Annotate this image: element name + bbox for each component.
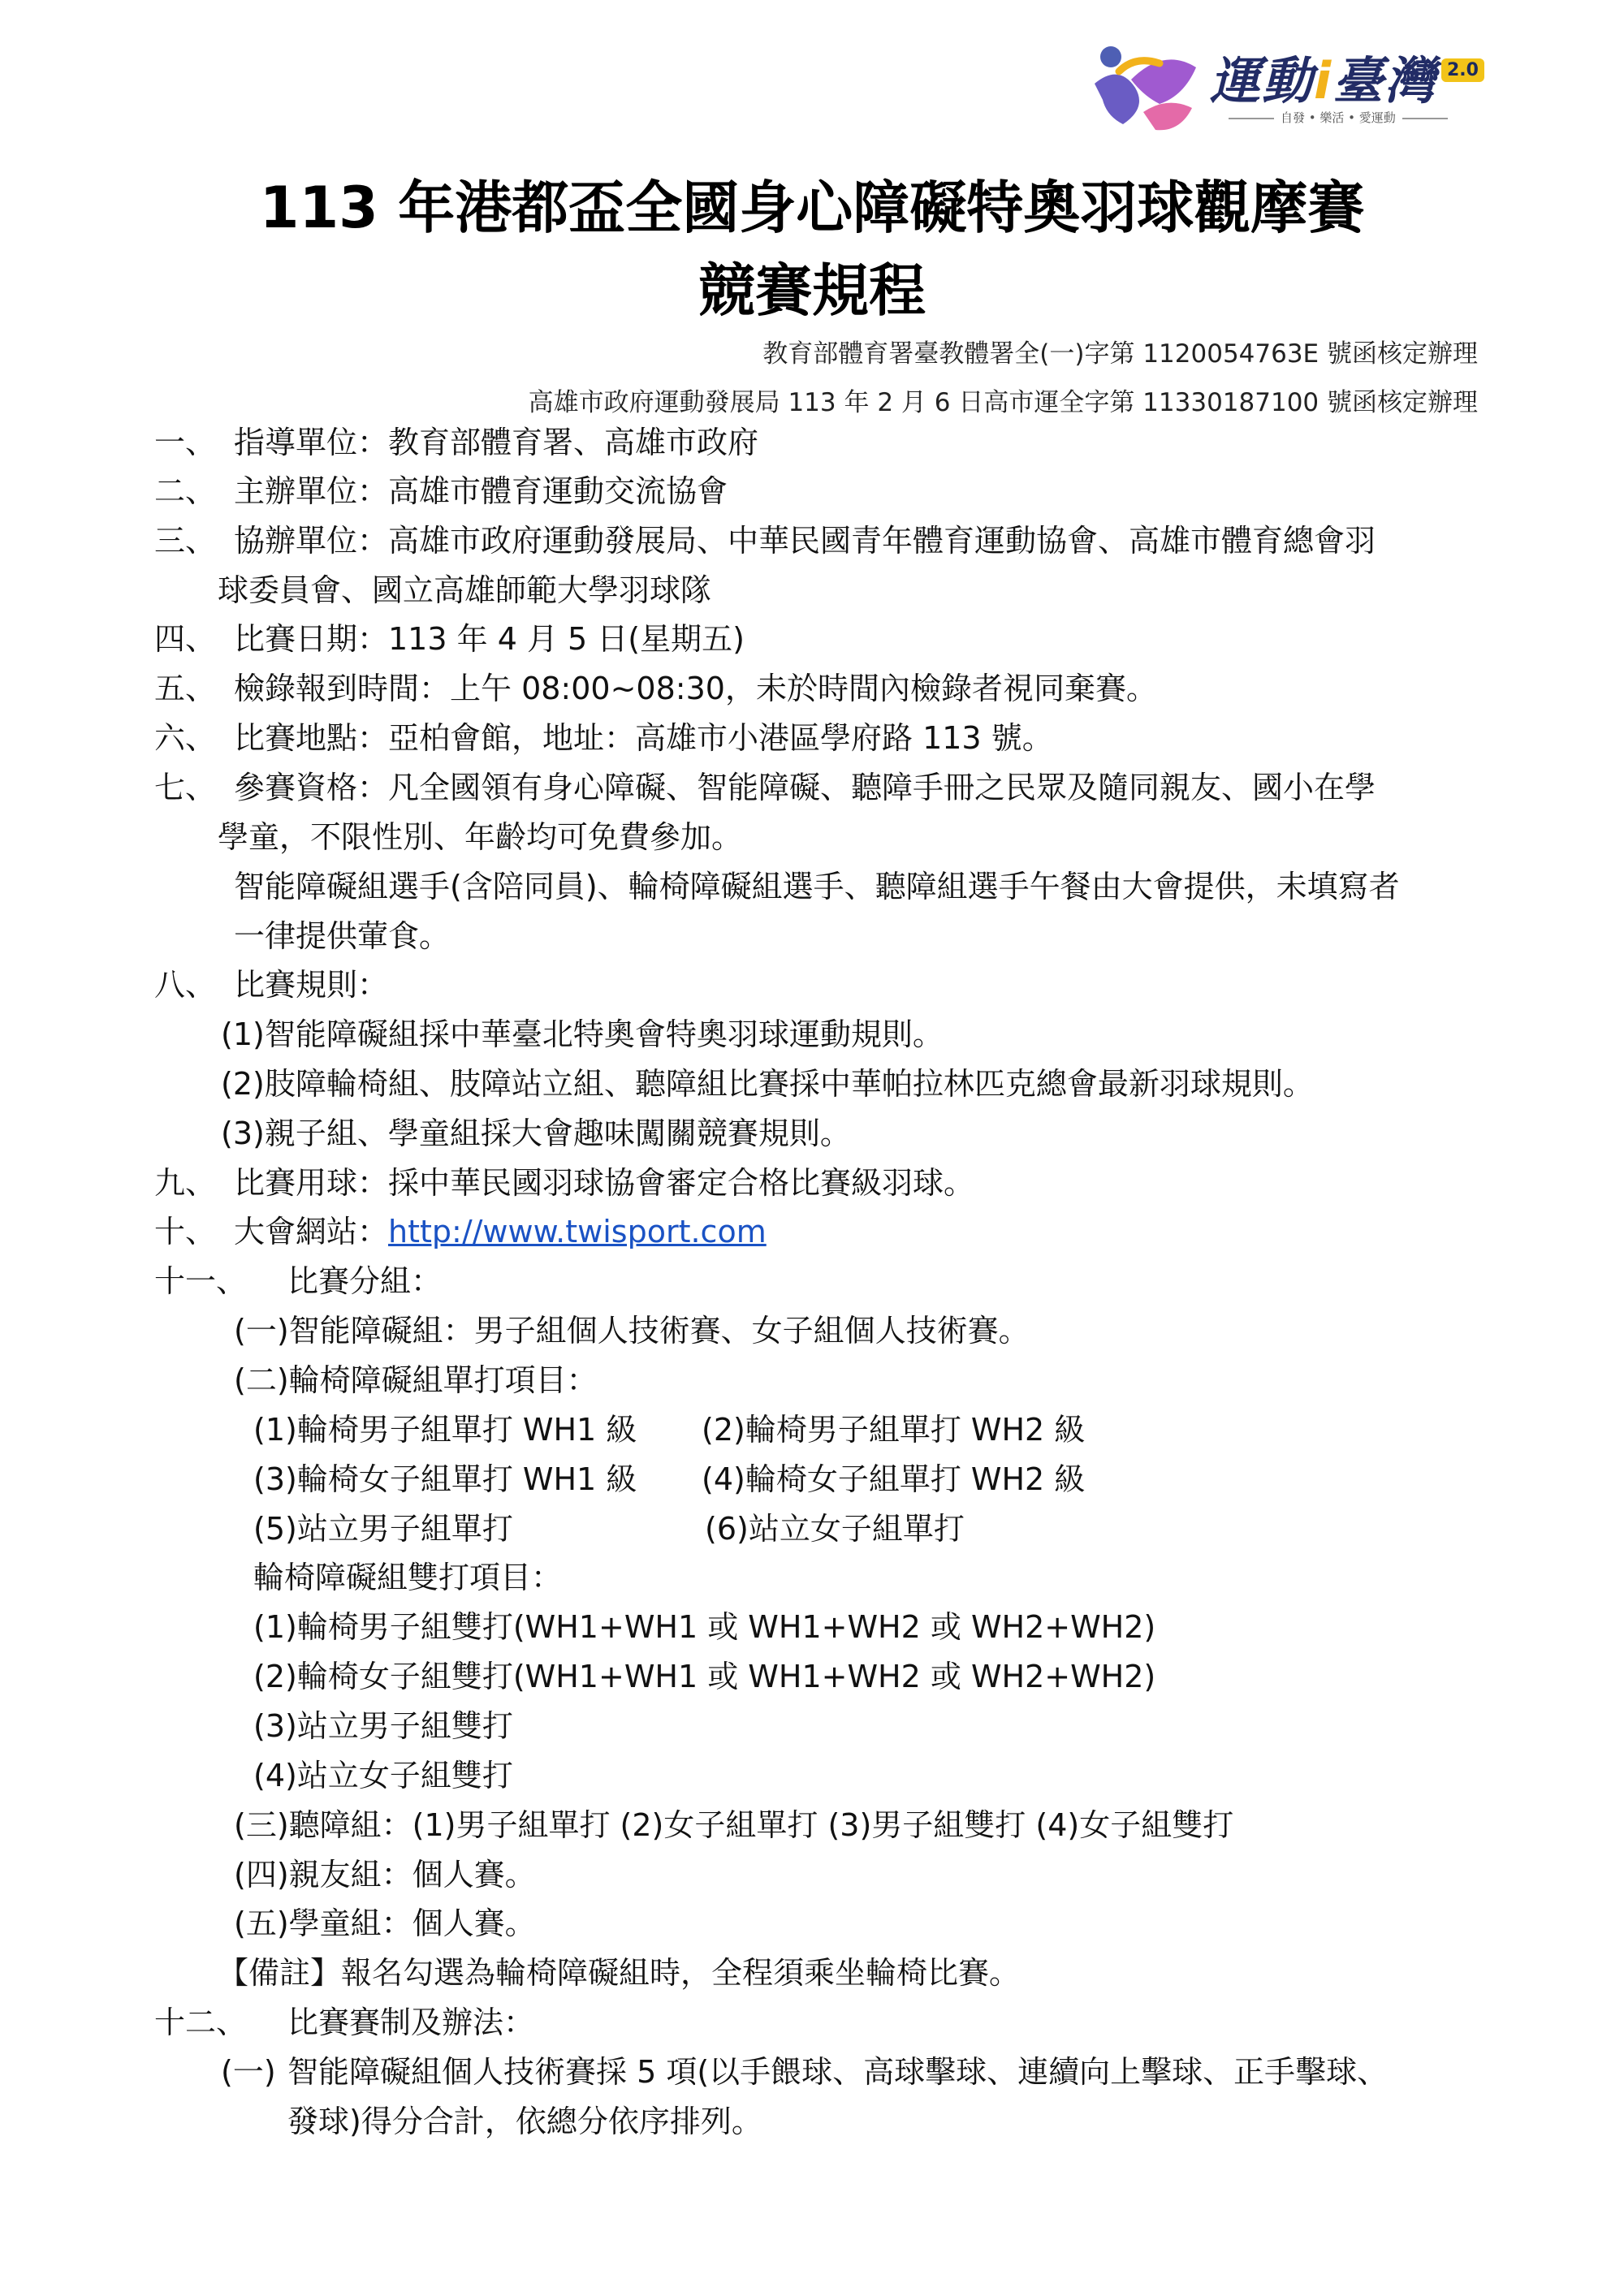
section-text-continued: 球委員會、國立高雄師範大學羽球隊 <box>218 572 712 608</box>
section-text: 比賽日期：113 年 4 月 5 日(星期五) <box>234 621 745 657</box>
section-label: 大會網站： <box>234 1214 389 1249</box>
rule-item: (2)肢障輪椅組、肢障站立組、聽障組比賽採中華帕拉林匹克總會最新羽球規則。 <box>221 1066 1314 1102</box>
singles-event: (1)輪椅男子組單打 WH1 級 <box>253 1412 637 1448</box>
logo-name: 運動i臺灣 <box>1210 51 1437 110</box>
section-text: 比賽賽制及辦法： <box>287 2005 535 2040</box>
singles-event: (3)輪椅女子組單打 WH1 級 <box>253 1461 637 1497</box>
page-subtitle: 競賽規程 <box>698 257 926 324</box>
section-number: 九、 <box>154 1165 217 1201</box>
rule-item: (1)智能障礙組採中華臺北特奧會特奧羽球運動規則。 <box>221 1016 944 1052</box>
singles-event: (4)輪椅女子組單打 WH2 級 <box>702 1461 1086 1497</box>
group-item: (五)學童組：個人賽。 <box>234 1905 536 1941</box>
logo <box>1080 34 1518 140</box>
section-text: 主辦單位：高雄市體育運動交流協會 <box>234 473 728 509</box>
section-text: 比賽用球：採中華民國羽球協會審定合格比賽級羽球。 <box>234 1165 975 1201</box>
approval-reference-1: 教育部體育署臺教體署全(一)字第 1120054763E 號函核定辦理 <box>762 339 1478 369</box>
section-text <box>234 1211 767 1252</box>
method-item-number: (一) <box>221 2054 276 2090</box>
section-number: 八、 <box>154 967 217 1003</box>
group-item: (三)聽障組：(1)男子組單打 (2)女子組單打 (3)男子組雙打 (4)女子組雙打 <box>234 1807 1234 1843</box>
section-text: 比賽規則： <box>234 967 389 1003</box>
singles-event: (5)站立男子組單打 <box>253 1511 513 1547</box>
page-title: 113 年港都盃全國身心障礙特奧羽球觀摩賽 <box>259 175 1365 241</box>
section-number: 四、 <box>154 621 217 657</box>
section-number: 十二、 <box>154 2005 248 2040</box>
section-number: 七、 <box>154 770 217 805</box>
section-number: 十一、 <box>154 1263 248 1299</box>
remark-note: 【備註】報名勾選為輪椅障礙組時，全程須乘坐輪椅比賽。 <box>218 1955 1021 1991</box>
section-text: 比賽地點：亞柏會館，地址：高雄市小港區學府路 113 號。 <box>234 720 1053 756</box>
doubles-event: (2)輪椅女子組雙打(WH1+WH1 或 WH1+WH2 或 WH2+WH2) <box>253 1659 1156 1694</box>
logo-version-badge: 2.0 <box>1441 58 1484 82</box>
section-number: 二、 <box>154 473 217 509</box>
section-number: 五、 <box>154 671 217 706</box>
group-item: (一)智能障礙組：男子組個人技術賽、女子組個人技術賽。 <box>234 1313 1030 1349</box>
section-number: 三、 <box>154 523 217 559</box>
logo-mark-icon <box>1086 39 1208 136</box>
section-number: 十、 <box>154 1214 217 1249</box>
section-text: 參賽資格：凡全國領有身心障礙、智能障礙、聽障手冊之民眾及隨同親友、國小在學 <box>234 770 1376 805</box>
doubles-event: (1)輪椅男子組雙打(WH1+WH1 或 WH1+WH2 或 WH2+WH2) <box>253 1609 1156 1645</box>
doubles-event: (3)站立男子組雙打 <box>253 1708 513 1744</box>
section-number: 六、 <box>154 720 217 756</box>
section-number: 一、 <box>154 425 217 460</box>
approval-reference-2: 高雄市政府運動發展局 113 年 2 月 6 日高市運全字第 11330187100 號函核定辦理 <box>528 388 1478 417</box>
section-text-continued: 學童，不限性別、年齡均可免費參加。 <box>218 819 743 855</box>
section-paragraph-continued: 一律提供葷食。 <box>234 918 451 954</box>
group-item: (四)親友組：個人賽。 <box>234 1857 536 1892</box>
singles-event: (6)站立女子組單打 <box>705 1511 965 1547</box>
website-link[interactable]: http://www.twisport.com <box>388 1214 767 1249</box>
section-text: 檢錄報到時間：上午 08:00~08:30，未於時間內檢錄者視同棄賽。 <box>234 671 1157 706</box>
method-item: 智能障礙組個人技術賽採 5 項(以手餵球、高球擊球、連續向上擊球、正手擊球、 <box>287 2054 1389 2090</box>
section-paragraph: 智能障礙組選手(含陪同員)、輪椅障礙組選手、聽障組選手午餐由大會提供，未填寫者 <box>234 869 1400 904</box>
doubles-event: (4)站立女子組雙打 <box>253 1758 513 1793</box>
group-item: (二)輪椅障礙組單打項目： <box>234 1362 598 1398</box>
singles-event: (2)輪椅男子組單打 WH2 級 <box>702 1412 1086 1448</box>
section-text: 指導單位：教育部體育署、高雄市政府 <box>234 425 759 460</box>
section-text: 協辦單位：高雄市政府運動發展局、中華民國青年體育運動協會、高雄市體育總會羽 <box>234 523 1376 559</box>
logo-tagline: 自發 • 樂活 • 愛運動 <box>1222 109 1441 126</box>
section-text: 比賽分組： <box>287 1263 443 1299</box>
rule-item: (3)親子組、學童組採大會趣味闖關競賽規則。 <box>221 1116 851 1151</box>
doubles-title: 輪椅障礙組雙打項目： <box>253 1560 563 1595</box>
method-item-continued: 發球)得分合計，依總分依序排列。 <box>287 2104 762 2139</box>
